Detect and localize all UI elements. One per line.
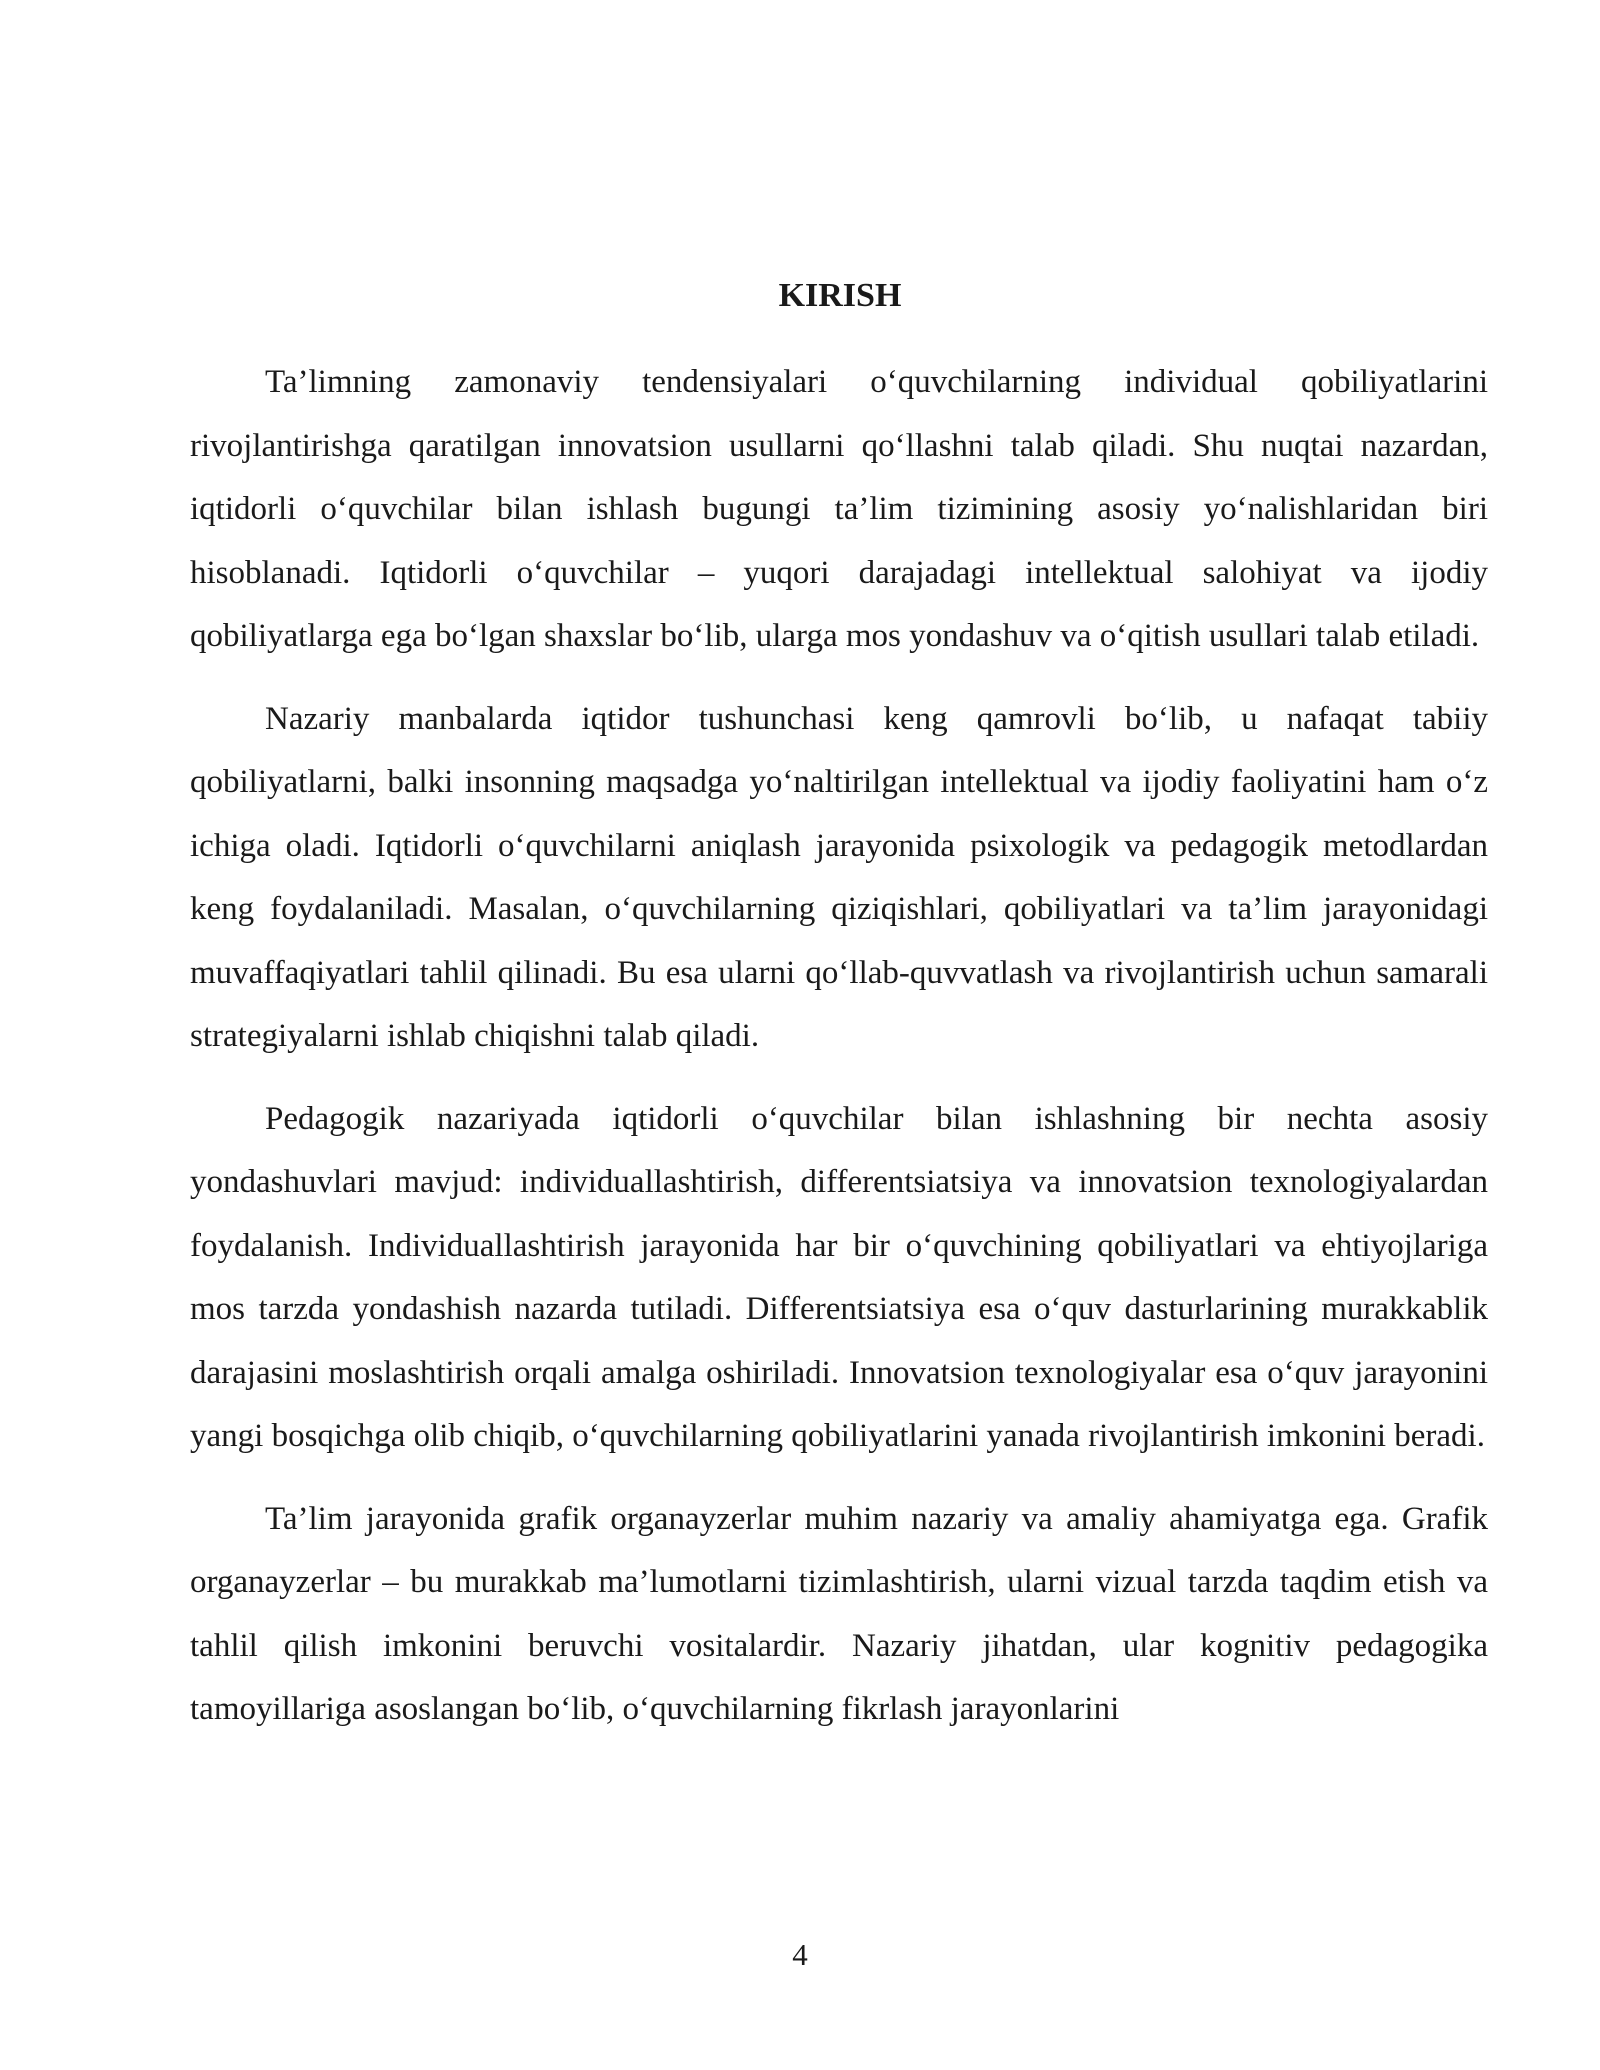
page-number: 4 xyxy=(792,1937,808,1972)
paragraph-2: Nazariy manbalarda iqtidor tushunchasi keng qamrovli bo‘lib, u nafaqat tabiiy qobiliyatlarni, balki insonning maqsadga yo‘naltirilgan intellektual va ijodiy faoliyatini ham o‘z ichiga oladi. Iqtidorli o‘quvchilarni aniqlash jarayonida psixologik va pedagogik metodlardan keng foydalaniladi. Masalan, o‘quvchilarning qiziqishlari, qobiliyatlari va ta’lim jarayonidagi muvaffaqiyatlari tahlil qilinadi. Bu esa ularni qo‘llab-quvvatlash va rivojlantirish uchun samarali strategiyalarni ishlab chiqishni talab qiladi. xyxy=(190,700,1488,1054)
paragraph-3: Pedagogik nazariyada iqtidorli o‘quvchilar bilan ishlashning bir nechta asosiy yondashuvlari mavjud: individuallashtirish, differentsiatsiya va innovatsion texnologiyalardan foydalanish. Individuallashtirish jarayonida har bir o‘quvchining qobiliyatlari va ehtiyojlariga mos tarzda yondashish nazarda tutiladi. Differentsiatsiya esa o‘quv dasturlarining murakkablik darajasini moslashtirish orqali amalga oshiriladi. Innovatsion texnologiyalar esa o‘quv jarayonini yangi bosqichga olib chiqib, o‘quvchilarning qobiliyatlarini yanada rivojlantirish imkonini beradi. xyxy=(190,1100,1488,1454)
paragraph-4: Ta’lim jarayonida grafik organayzerlar muhim nazariy va amaliy ahamiyatga ega. Grafik organayzerlar – bu murakkab ma’lumotlarni tizimlashtirish, ularni vizual tarzda taqdim etish va tahlil qilish imkonini beruvchi vositalardir. Nazariy jihatdan, ular kognitiv pedagogika tamoyillariga asoslangan bo‘lib, o‘quvchilarning fikrlash jarayonlarini xyxy=(190,1500,1488,1727)
paragraph-1: Ta’limning zamonaviy tendensiyalari o‘quvchilarning individual qobiliyatlarini rivojlantirishga qaratilgan innovatsion usullarni qo‘llashni talab qiladi. Shu nuqtai nazardan, iqtidorli o‘quvchilar bilan ishlash bugungi ta’lim tizimining asosiy yo‘nalishlaridan biri hisoblanadi. Iqtidorli o‘quvchilar – yuqori darajadagi intellektual salohiyat va ijodiy qobiliyatlarga ega bo‘lgan shaxslar bo‘lib, ularga mos yondashuv va o‘qitish usullari talab etiladi. xyxy=(190,364,1488,654)
section-heading: KIRISH xyxy=(778,277,902,314)
body-text xyxy=(190,351,1488,1761)
